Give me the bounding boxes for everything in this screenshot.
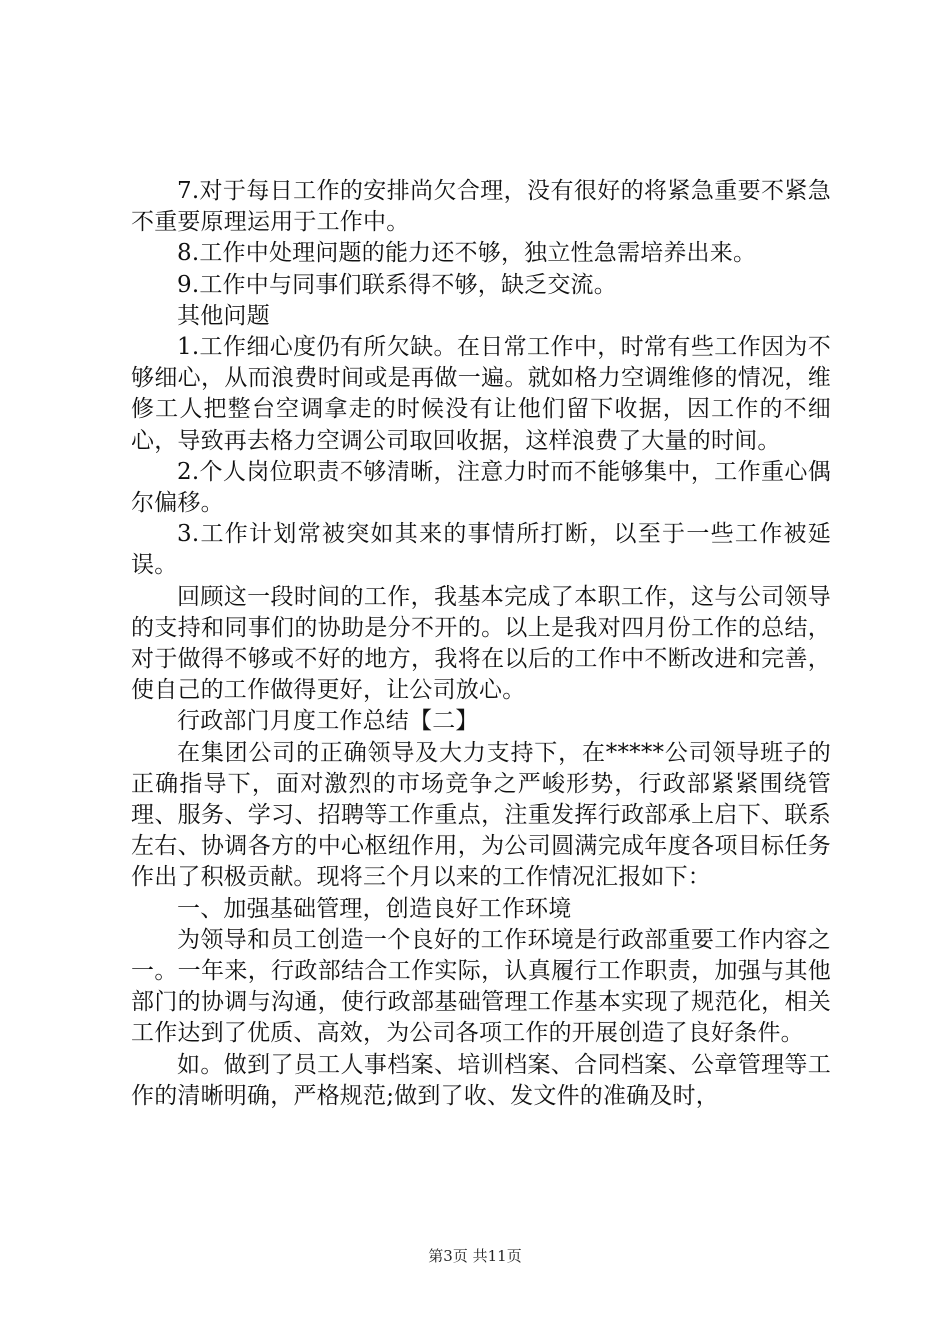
paragraph-item-7: 7.对于每日工作的安排尚欠合理，没有很好的将紧急重要不紧急不重要原理运用于工作中。 (131, 178, 831, 236)
document-body (131, 176, 831, 1112)
section-heading-other-issues: 其他问题 (177, 302, 270, 329)
paragraph-item-9: 9.工作中与同事们联系得不够，缺乏交流。 (177, 271, 617, 298)
paragraph-intro: 在集团公司的正确领导及大力支持下，在*****公司领导班子的正确指导下，面对激烈的市场竞争之严峻形势，行政部紧紧围绕管理、服务、学习、招聘等工作重点，注重发挥行政部承上启下、联系左右、协调各方的中心枢纽作用，为公司圆满完成年度各项目标任务作出了积极贡献。现将三个月以来的工作情况汇报如下： (131, 739, 831, 891)
paragraph-issue-2: 2.个人岗位职责不够清晰，注意力时而不能够集中，工作重心偶尔偏移。 (131, 458, 831, 517)
section-title-summary-2: 行政部门月度工作总结【二】 (177, 708, 479, 735)
paragraph-item-8: 8.工作中处理问题的能力还不够，独立性急需培养出来。 (177, 240, 757, 267)
section-heading-basic-management: 一、加强基础管理，创造良好工作环境 (177, 895, 572, 922)
paragraph-review: 回顾这一段时间的工作，我基本完成了本职工作，这与公司领导的支持和同事们的协助是分不开的。以上是我对四月份工作的总结，对于做得不够或不好的地方，我将在以后的工作中不断改进和完善，使自己的工作做得更好，让公司放心。 (131, 583, 831, 704)
paragraph-environment: 为领导和员工创造一个良好的工作环境是行政部重要工作内容之一。一年来，行政部结合工作实际，认真履行工作职责，加强与其他部门的协调与沟通，使行政部基础管理工作基本实现了规范化，相关工作达到了优质、高效，为公司各项工作的开展创造了良好条件。 (131, 926, 831, 1047)
paragraph-issue-1: 1.工作细心度仍有所欠缺。在日常工作中，时常有些工作因为不够细心，从而浪费时间或是再做一遍。就如格力空调维修的情况，维修工人把整台空调拿走的时候没有让他们留下收据，因工作的不细心，导致再去格力空调公司取回收据，这样浪费了大量的时间。 (131, 334, 831, 454)
paragraph-issue-3: 3.工作计划常被突如其来的事情所打断，以至于一些工作被延误。 (131, 521, 831, 579)
page-footer: 第3页 共11页 (428, 1247, 522, 1265)
paragraph-example: 如。做到了员工人事档案、培训档案、合同档案、公章管理等工作的清晰明确，严格规范;做到了收、发文件的准确及时， (131, 1051, 831, 1109)
